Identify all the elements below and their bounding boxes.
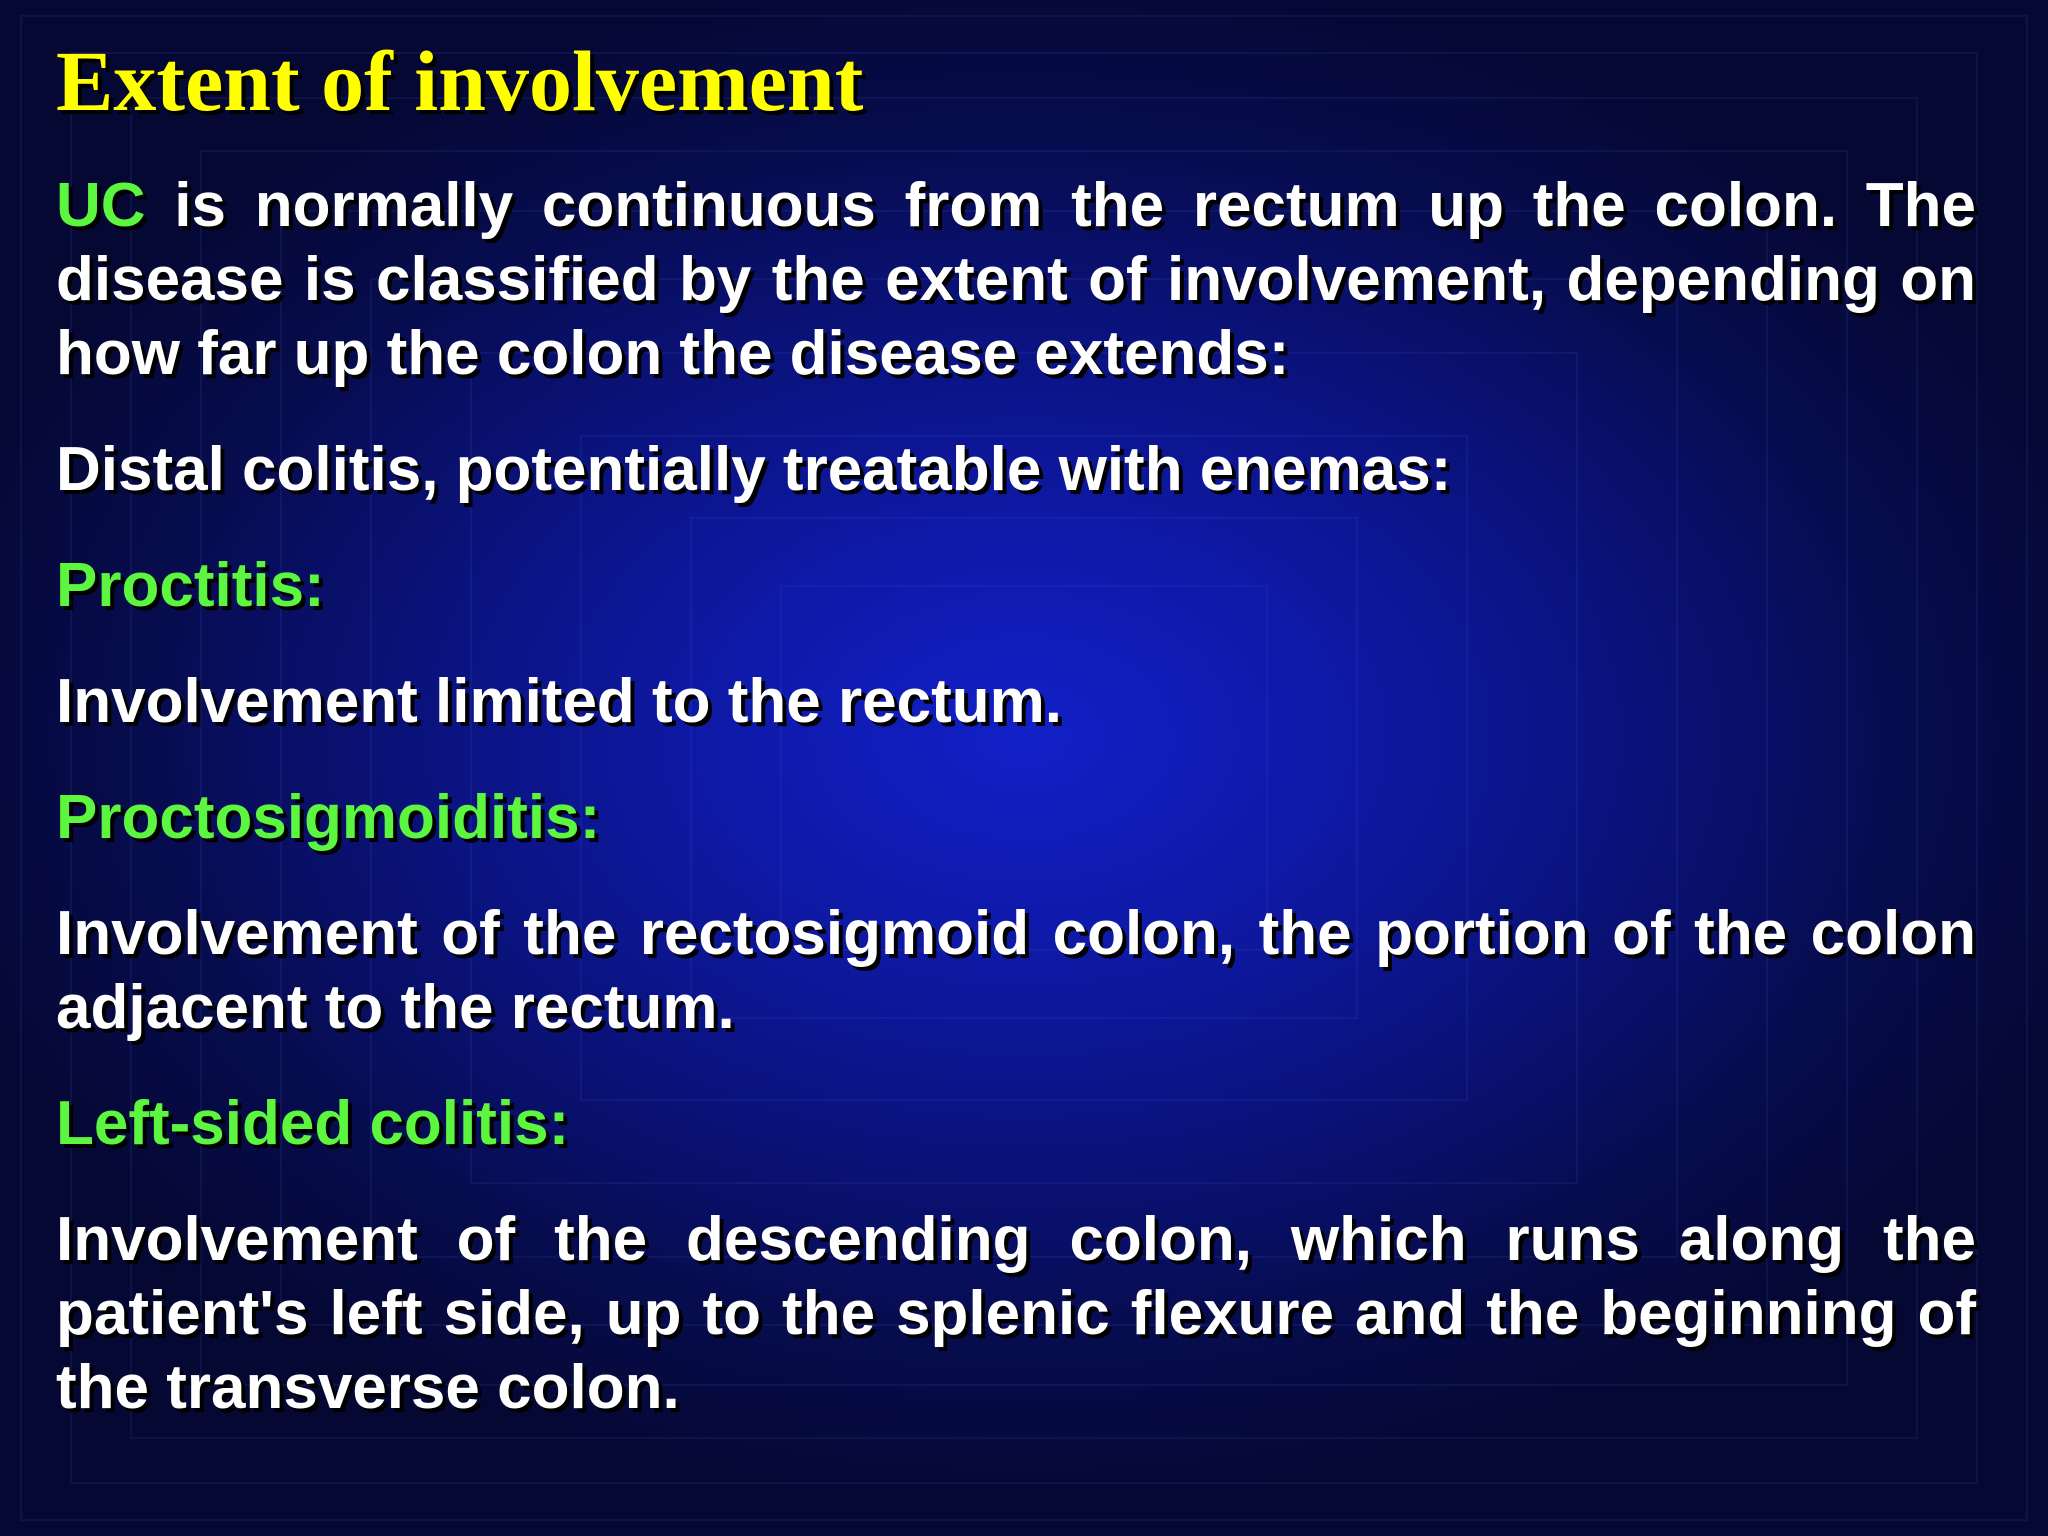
proctosigmoiditis-heading: Proctosigmoiditis: <box>56 782 601 852</box>
intro-paragraph <box>56 169 1976 391</box>
proctitis-heading: Proctitis: <box>56 550 325 620</box>
left-sided-colitis-heading: Left-sided colitis: <box>56 1088 570 1158</box>
intro-text: is normally continuous from the rectum up the colon. The disease is classified by the extent of involvement, depending on how far up the colon the disease extends: <box>56 170 1976 388</box>
slide-title: Extent of involvement <box>56 33 864 129</box>
slide-content <box>56 34 1976 1425</box>
uc-highlight: UC <box>56 170 146 240</box>
proctitis-description: Involvement limited to the rectum. <box>56 666 1062 736</box>
proctosigmoiditis-description: Involvement of the rectosigmoid colon, the portion of the colon adjacent to the rectum. <box>56 898 1976 1042</box>
left-sided-colitis-description: Involvement of the descending colon, which runs along the patient's left side, up to the splenic flexure and the beginning of the transverse colon. <box>56 1204 1976 1422</box>
distal-colitis-line: Distal colitis, potentially treatable with enemas: <box>56 434 1452 504</box>
